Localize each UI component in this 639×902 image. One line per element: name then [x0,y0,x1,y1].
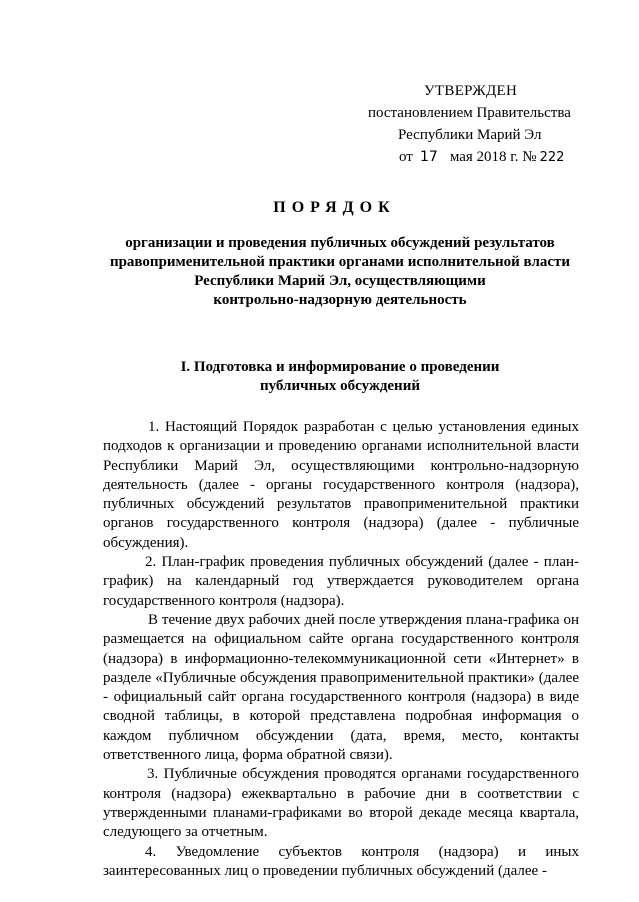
approval-resolution: постановлением Правительства [368,105,571,121]
date-day: 17 [419,149,438,165]
subtitle-line: организации и проведения публичных обсуждений результатов [125,235,555,251]
approval-stamp [368,80,571,169]
approval-republic: Республики Марий Эл [398,127,542,143]
date-prefix: от [399,149,413,165]
approval-heading: УТВЕРЖДЕН [424,83,518,99]
subtitle-line: Республики Марий Эл, осуществляющими [194,273,486,289]
paragraph-2-continued: В течение двух рабочих дней после утверждения плана-графика он размещается на официальном сайте органа государственного контроля (надзора) в информационно-телекоммуникационной сети «Интернет» в разделе «Публичные обсуждения правоприменительной практики» (далее - официальный сайт органа государственного контроля (надзора) в виде сводной таблицы, в которой представлена подробная информация о каждом публичном обсуждении (дата, время, место, контакты ответственного лица, форма обратной связи). [103,611,579,764]
date-rest: мая 2018 г. № [449,149,537,165]
section-heading [110,358,570,396]
paragraph-2: 2. План-график проведения публичных обсуждений (далее - план-график) на календарный год утверждается руководителем органа государственного контроля (надзора). [103,554,579,609]
document-title: ПОРЯДОК [273,199,396,216]
subtitle-line: контрольно-надзорную деятельность [213,292,467,308]
document-number: 222 [539,150,565,165]
section-heading-line: публичных обсуждений [259,378,420,394]
document-body [103,418,579,881]
paragraph-4: 4. Уведомление субъектов контроля (надзора) и иных заинтересованных лиц о проведении публичных обсуждений (далее - [103,843,579,879]
paragraph-3: 3. Публичные обсуждения проводятся органами государственного контроля (надзора) ежеквартально в рабочие дни в соответствии с утвержденными планами-графиками во второй декаде месяца квартала, следующего за отчетным. [103,766,579,841]
subtitle-line: правоприменительной практики органами исполнительной власти [109,254,571,270]
paragraph-1: 1. Настоящий Порядок разработан с целью установления единых подходов к организации и проведению органами исполнительной власти Республики Марий Эл, осуществляющими контрольно-надзорную деятельность (далее - органы государственного контроля (надзора), публичных обсуждений результатов правоприменительной практики органов государственного контроля (надзора) (далее - публичные обсуждения). [103,419,579,551]
approval-date-line [368,146,571,169]
section-heading-line: I. Подготовка и информирование о проведении [180,359,500,375]
document-subtitle [100,234,580,310]
